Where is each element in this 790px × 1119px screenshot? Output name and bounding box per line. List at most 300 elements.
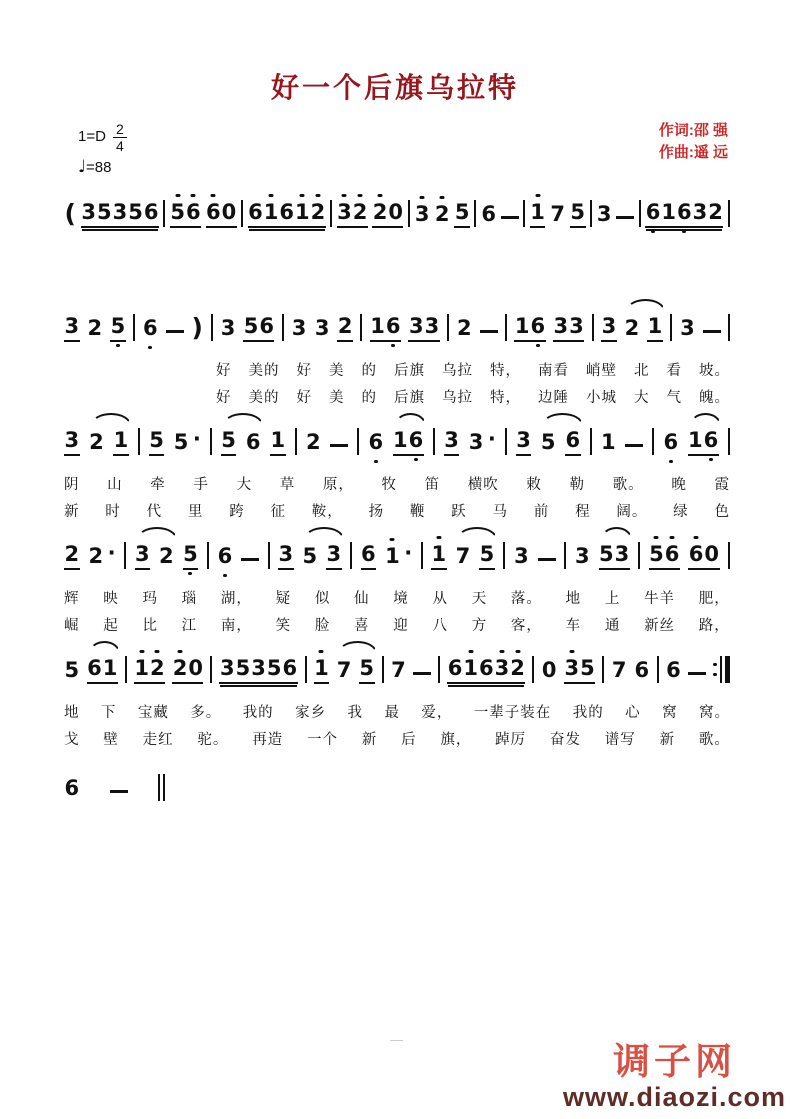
lyric-syllable: 最: [384, 705, 400, 721]
lyric-syllable: 好: [216, 363, 232, 379]
lyric-syllable: 地: [64, 705, 80, 721]
note-token: 3: [444, 430, 460, 456]
lyric-syllable: 映: [103, 591, 119, 607]
note-token: 2: [337, 316, 353, 342]
slur-arc: [304, 527, 344, 540]
barline: [125, 656, 127, 683]
notes-row: [64, 184, 730, 242]
duration-dash: [413, 672, 431, 675]
lyric-syllable: 新: [64, 504, 80, 520]
lyric-syllable: 坡。: [699, 363, 730, 379]
lyric-syllable: 原，: [322, 477, 354, 493]
duration-dash: [616, 216, 634, 219]
phrase-paren: ): [191, 313, 203, 342]
lyric-syllable: 美的: [248, 390, 280, 406]
note-token: 6: [245, 430, 261, 454]
note-token: 6 1: [87, 658, 118, 684]
barline: [268, 542, 270, 569]
lyric-syllable: 美: [329, 390, 345, 406]
lyric-syllable: 新: [361, 732, 378, 748]
note-token: 3: [574, 544, 590, 568]
lyric-syllable: 后: [401, 732, 417, 748]
lyric-syllable: 后旗: [394, 390, 425, 406]
note-token: 7: [550, 202, 565, 226]
slur-arc: [223, 413, 263, 426]
barline: [728, 200, 730, 227]
notation-system: [64, 526, 730, 638]
lyric-syllable: 的: [361, 363, 377, 379]
note-token: 3 5 3 5 6: [219, 658, 297, 684]
note-token: 6 0: [688, 544, 719, 570]
note-token: 6: [565, 430, 581, 456]
lyric-syllable: 跃: [451, 504, 467, 520]
lyric-syllable: 八: [432, 618, 448, 634]
lyric-syllable: 车: [565, 618, 582, 634]
key-signature: [78, 122, 127, 153]
note-token: 2: [305, 430, 321, 454]
note-token: 2 ·: [88, 541, 116, 568]
duration-dash: [330, 444, 348, 447]
note-token: 2 0: [372, 202, 403, 228]
lyric-syllable: 牵: [150, 477, 166, 493]
note-token: 5 6: [170, 202, 201, 228]
barline: [532, 656, 534, 683]
note-token: 3: [135, 544, 151, 570]
lyric-syllable: 江: [181, 618, 198, 634]
lyric-syllable: 鞍，: [311, 504, 343, 520]
lyric-syllable: 比: [142, 618, 158, 634]
lyric-syllable: 仙: [354, 591, 370, 607]
barline: [211, 314, 213, 341]
notes-row: [64, 758, 730, 816]
lyric-syllable: 边陲: [538, 390, 569, 406]
lyric-syllable: 色: [714, 504, 730, 520]
barline: [305, 656, 307, 683]
note-token: 7: [336, 658, 352, 682]
note-token: 6: [143, 318, 159, 342]
lyric-syllable: 山: [107, 477, 123, 493]
note-token: 3: [291, 316, 307, 340]
lyric-syllable: 程: [575, 504, 591, 520]
credits: [659, 120, 728, 164]
lyric-syllable: 手: [193, 477, 209, 493]
slur-arc: [457, 527, 497, 540]
barline: [330, 200, 332, 227]
lyric-syllable: 大: [236, 477, 253, 493]
duration-dash: [688, 672, 706, 675]
note-token: 3 5: [564, 658, 595, 684]
barline: [728, 542, 730, 569]
barline: [210, 656, 212, 683]
lyric-syllable: 崛: [64, 618, 80, 634]
phrase-paren: (: [64, 199, 76, 228]
note-token: 5: [64, 658, 80, 682]
lyric-syllable: 肥，: [698, 591, 730, 607]
barline: [360, 314, 362, 341]
lyric-syllable: 笑: [275, 618, 292, 634]
meta-row: [78, 121, 728, 177]
note-token: 5: [183, 544, 199, 570]
notation-system: [64, 184, 730, 242]
note-token: 5 3: [599, 544, 630, 570]
note-token: 6: [217, 546, 233, 570]
note-token: 1: [530, 202, 546, 228]
lyric-syllable: 峭壁: [586, 363, 617, 379]
note-token: 1: [314, 658, 330, 684]
lyric-syllable: 窝: [662, 705, 678, 721]
lyric-syllable: 的: [361, 390, 377, 406]
barline: [433, 428, 435, 455]
lyric-syllable: 疑: [275, 591, 292, 607]
lyric-syllable: 踔厉: [495, 732, 527, 748]
barline: [295, 428, 297, 455]
duration-dash: [538, 558, 556, 561]
site-url: www.diaozi.com: [562, 1081, 786, 1112]
barline: [728, 428, 730, 455]
notes-row: [64, 298, 730, 356]
duration-dash: [110, 790, 128, 793]
lyric-syllable: 马: [492, 504, 508, 520]
lyric-syllable: 再造: [252, 732, 284, 748]
slur-arc: [395, 413, 426, 426]
repeat-barline: [713, 656, 729, 683]
note-token: 3 3: [553, 316, 584, 342]
lyric-syllable: 驼。: [197, 732, 229, 748]
lyric-syllable: 扬: [368, 504, 385, 520]
notation-system: [64, 640, 730, 752]
lyric-syllable: 歌。: [612, 477, 644, 493]
note-token: 1 6: [393, 430, 424, 456]
page-number-mark: —: [390, 1032, 403, 1047]
barline: [592, 314, 594, 341]
note-token: 3 5 3 5 6: [81, 202, 159, 228]
lyric-syllable: 特，: [490, 390, 521, 406]
barline: [447, 314, 449, 341]
note-token: 2 0: [172, 658, 203, 684]
note-token: 6: [634, 658, 650, 682]
notes-row: [64, 412, 730, 470]
lyric-syllable: 好: [296, 363, 312, 379]
note-token: 6 1 6 3 2: [645, 202, 723, 228]
lyric-syllable: 地: [565, 591, 582, 607]
lyric-syllable: 敕: [526, 477, 542, 493]
slur-arc: [91, 413, 131, 426]
lyric-syllable: 心: [625, 705, 641, 721]
note-token: 6: [666, 658, 681, 682]
lyric-syllable: 笛: [424, 477, 441, 493]
slur-arc: [626, 299, 665, 312]
note-token: 1 6: [514, 316, 545, 342]
lyric-syllable: 好: [296, 390, 312, 406]
lyric-syllable: 一辈子装在: [473, 705, 552, 721]
note-token: 1: [113, 430, 129, 456]
note-token: 5: [110, 316, 126, 342]
lyric-syllable: 阔。: [616, 504, 648, 520]
note-token: 5: [454, 202, 470, 228]
note-token: 3: [601, 316, 617, 342]
lyric-syllable: 南，: [220, 618, 252, 634]
barline: [210, 428, 212, 455]
note-token: 5 6: [243, 316, 274, 342]
note-token: 3: [414, 204, 430, 228]
barline: [124, 542, 126, 569]
note-token: 5: [149, 430, 165, 456]
final-barline: [158, 774, 166, 801]
quarter-note-icon: ♩: [78, 157, 87, 177]
lyric-syllable: 横吹: [467, 477, 499, 493]
lyric-syllable: 魄。: [699, 390, 730, 406]
lyric-syllable: 美的: [248, 363, 280, 379]
lyric-syllable: 美: [329, 363, 345, 379]
lyric-syllable: 瑙: [181, 591, 198, 607]
lyric-syllable: 落。: [510, 591, 542, 607]
barline: [138, 428, 140, 455]
lyric-syllable: 征: [270, 504, 286, 520]
barline: [421, 542, 423, 569]
lyric-syllable: 大: [634, 390, 650, 406]
lyric-syllable: 我的: [242, 705, 274, 721]
barline: [590, 428, 592, 455]
lyric-syllable: 上: [604, 591, 621, 607]
tempo-marking: [78, 158, 127, 177]
duration-dash: [703, 330, 721, 333]
lyric-syllable: 起: [103, 618, 119, 634]
site-name: 调子网: [612, 1041, 736, 1083]
note-token: 2: [434, 204, 450, 228]
note-token: 3: [516, 430, 532, 456]
lyric-syllable: 路，: [698, 618, 730, 634]
barline: [638, 542, 640, 569]
lyric-syllable: 牧: [381, 477, 397, 493]
tempo-value: =88: [86, 159, 112, 176]
barline: [408, 200, 410, 227]
lyric-syllable: 北: [634, 363, 650, 379]
note-token: 2: [457, 316, 472, 340]
lyric-syllable: 方: [471, 618, 488, 634]
note-token: 7: [611, 658, 627, 682]
note-token: 3 3: [408, 316, 439, 342]
barline: [639, 200, 641, 227]
barline: [163, 200, 165, 227]
note-token: 3: [596, 202, 612, 226]
barline: [670, 314, 672, 341]
note-token: 7: [391, 658, 406, 682]
lyric-syllable: 脸: [314, 618, 331, 634]
lyric-syllable: 新丝: [644, 618, 676, 634]
note-token: 1: [647, 316, 663, 342]
lyric-syllable: 谱写: [604, 732, 636, 748]
notes-row: [64, 640, 730, 698]
lyric-syllable: 里: [187, 504, 204, 520]
note-token: 5: [221, 430, 237, 456]
time-signature: [113, 122, 127, 153]
lyric-syllable: 下: [100, 705, 117, 721]
note-token: 1 ·: [385, 546, 413, 570]
lyric-syllable: 天: [471, 591, 488, 607]
lyric-syllable: 戈: [64, 732, 80, 748]
barline: [282, 314, 284, 341]
note-token: 5 ·: [173, 427, 201, 454]
lyric-syllable: 我的: [572, 705, 604, 721]
note-token: 6 1 6 3 2: [447, 658, 525, 684]
lyric-syllable: 阴: [64, 477, 80, 493]
note-token: 1: [600, 430, 616, 454]
note-token: 3 2: [337, 202, 368, 228]
lyric-syllable: 乌拉: [442, 390, 473, 406]
note-token: 5: [570, 202, 586, 228]
lyrics-row: [64, 470, 730, 497]
lyric-syllable: 气: [666, 390, 682, 406]
duration-dash: [241, 558, 259, 561]
barline: [657, 656, 659, 683]
note-token: 1 6: [688, 430, 719, 456]
lyric-syllable: 看: [666, 363, 682, 379]
time-signature-numerator: 2: [115, 121, 124, 137]
lyric-syllable: 宝藏: [137, 705, 169, 721]
lyrics-row: [64, 383, 730, 410]
barline: [505, 314, 507, 341]
lyrics-row: [64, 497, 730, 524]
note-token: 5 6: [649, 544, 680, 570]
lyric-syllable: 多。: [190, 705, 222, 721]
lyric-syllable: 通: [604, 618, 621, 634]
lyric-syllable: 霞: [714, 477, 730, 493]
duration-dash: [625, 444, 643, 447]
lyric-syllable: 绿: [673, 504, 689, 520]
barline: [590, 200, 592, 227]
site-watermark: [562, 1041, 786, 1112]
lyrics-row: [64, 611, 730, 638]
barline: [474, 200, 476, 227]
note-token: 6 0: [206, 202, 237, 228]
barline: [350, 542, 352, 569]
note-token: 1: [431, 544, 447, 570]
lyrics-row: [64, 698, 730, 725]
barline: [241, 200, 243, 227]
lyric-syllable: 喜: [354, 618, 370, 634]
lyric-syllable: 草: [279, 477, 296, 493]
note-token: 6: [361, 544, 377, 570]
lyricist-credit: 作词:邵 强: [658, 122, 728, 139]
duration-dash: [501, 216, 519, 219]
note-token: 5: [359, 658, 375, 684]
note-token: 2: [87, 316, 103, 340]
barline: [728, 314, 730, 341]
note-token: 0: [541, 658, 557, 682]
lyric-syllable: 窝。: [698, 705, 730, 721]
lyric-syllable: 小城: [586, 390, 617, 406]
lyric-syllable: 后旗: [394, 363, 425, 379]
lyric-syllable: 客，: [510, 618, 542, 634]
composer-credit: 作曲:遥 远: [658, 143, 728, 161]
song-title: 好一个后旗乌拉特: [270, 73, 519, 104]
slur-arc: [89, 641, 120, 654]
note-token: 5: [479, 544, 495, 570]
lyric-syllable: 壁: [103, 732, 119, 748]
duration-dash: [480, 330, 498, 333]
note-token: 3: [314, 316, 330, 340]
note-token: 3: [220, 316, 236, 340]
lyric-syllable: 新: [659, 732, 676, 748]
lyric-syllable: 家乡: [295, 705, 327, 721]
lyric-syllable: 好: [216, 390, 232, 406]
slur-arc: [690, 413, 721, 426]
barline: [564, 542, 566, 569]
note-token: 3: [64, 316, 80, 342]
barline: [505, 428, 507, 455]
note-token: 3: [514, 544, 529, 568]
note-token: 2: [624, 316, 640, 340]
duration-dash: [166, 330, 184, 333]
lyric-syllable: 我: [347, 705, 364, 721]
lyric-syllable: 迎: [393, 618, 409, 634]
barline: [357, 428, 359, 455]
notes-row: [64, 526, 730, 584]
lyric-syllable: 代: [146, 504, 163, 520]
note-token: 7: [455, 544, 471, 568]
key-tempo-block: [78, 122, 127, 177]
note-token: 3: [278, 544, 294, 570]
note-token: 5: [540, 430, 556, 454]
lyric-syllable: 晚: [671, 477, 687, 493]
note-token: 6: [64, 776, 80, 800]
lyric-syllable: 一个: [306, 732, 338, 748]
notation-systems: [64, 184, 730, 816]
lyric-syllable: 玛: [142, 591, 158, 607]
barline: [133, 314, 135, 341]
note-token: 1 2: [134, 658, 165, 684]
lyric-syllable: 乌拉: [442, 363, 473, 379]
lyric-syllable: 辉: [64, 591, 80, 607]
lyric-syllable: 鞭: [409, 504, 426, 520]
note-token: 2: [159, 544, 174, 568]
note-token: 3: [64, 430, 80, 456]
lyric-syllable: 南看: [538, 363, 569, 379]
note-token: 3: [680, 316, 695, 340]
key-label: 1=D: [78, 128, 106, 146]
note-token: 6: [481, 202, 497, 226]
barline: [652, 428, 654, 455]
lyrics-row: [64, 356, 730, 383]
lyric-syllable: 牛羊: [644, 591, 676, 607]
lyric-syllable: 奋发: [549, 732, 581, 748]
slur-arc: [338, 641, 377, 654]
lyric-syllable: 似: [314, 591, 331, 607]
lyric-syllable: 勒: [569, 477, 586, 493]
slur-arc: [137, 527, 177, 540]
note-token: 1 6: [370, 316, 401, 342]
lyrics-row: [64, 725, 730, 752]
lyric-syllable: 境: [393, 591, 409, 607]
lyric-syllable: 湖，: [220, 591, 252, 607]
lyric-syllable: 特，: [490, 363, 521, 379]
barline: [602, 656, 604, 683]
lyric-syllable: 跨: [229, 504, 245, 520]
lyric-syllable: 歌。: [698, 732, 730, 748]
lyric-syllable: 时: [105, 504, 121, 520]
notation-system: [64, 758, 730, 816]
slur-arc: [542, 413, 583, 426]
lyric-syllable: 前: [533, 504, 550, 520]
lyric-syllable: 从: [432, 591, 448, 607]
note-token: 1: [270, 430, 286, 456]
note-token: 3 ·: [468, 427, 496, 454]
note-token: 5: [302, 544, 318, 568]
barline: [382, 656, 384, 683]
note-token: 3: [326, 544, 342, 570]
barline: [438, 656, 440, 683]
lyric-syllable: 旗，: [440, 732, 472, 748]
